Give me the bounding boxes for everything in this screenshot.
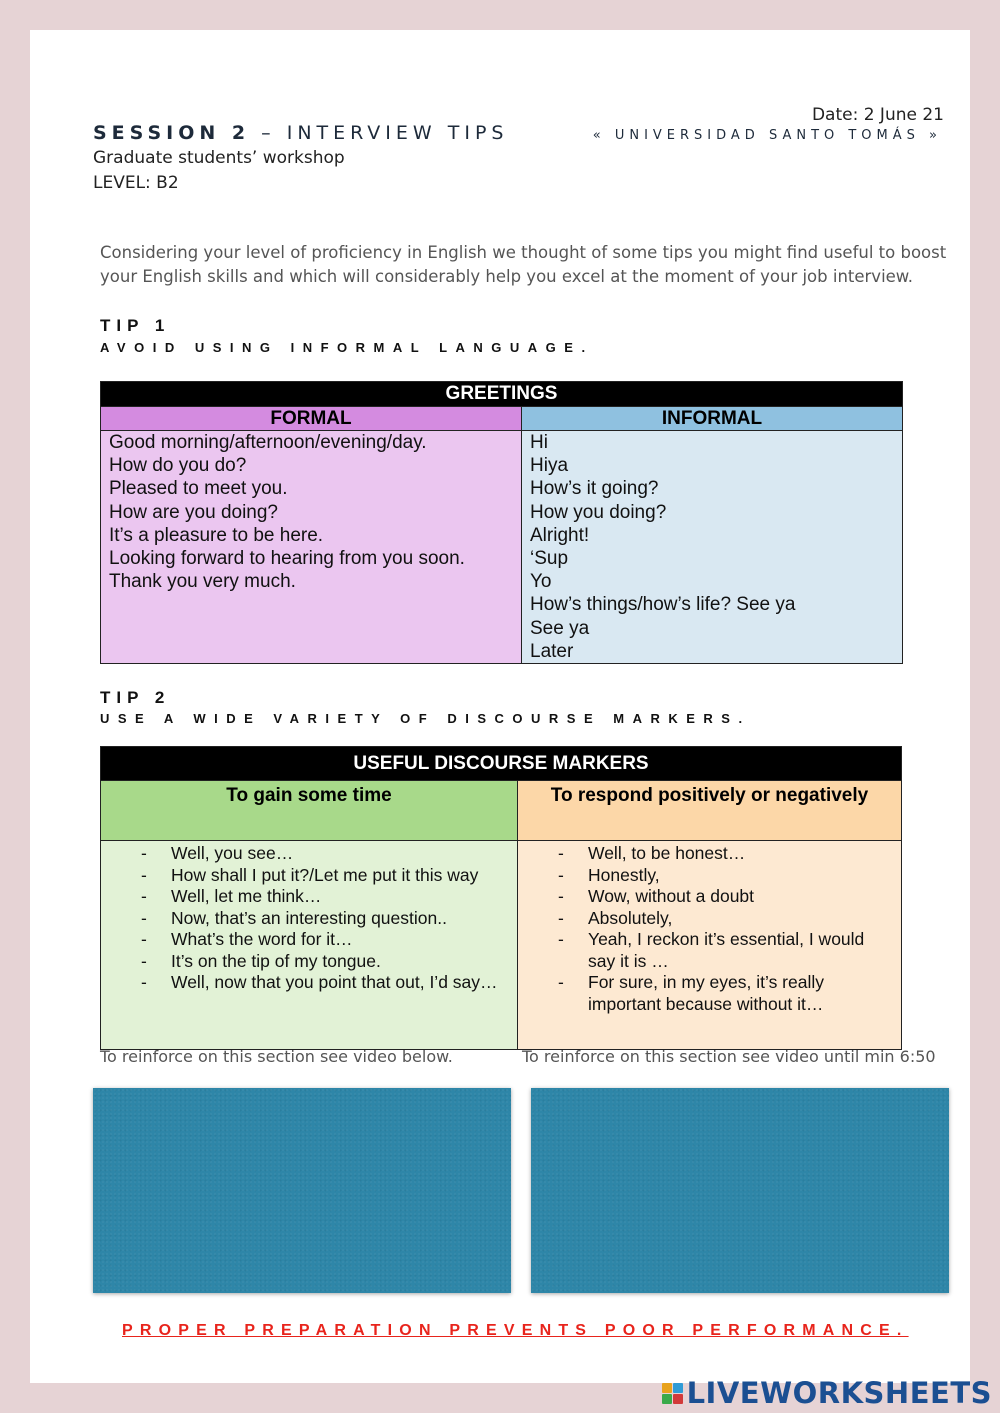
informal-column-header: INFORMAL bbox=[522, 407, 903, 431]
session-title bbox=[93, 122, 508, 144]
dash-bullet: - bbox=[558, 929, 564, 949]
tip1-title: AVOID USING INFORMAL LANGUAGE. bbox=[100, 340, 594, 355]
list-item bbox=[518, 843, 901, 865]
motto-banner: PROPER PREPARATION PREVENTS POOR PERFORMANCE. bbox=[122, 1322, 909, 1339]
dash-bullet: - bbox=[141, 950, 147, 971]
list-item bbox=[518, 865, 901, 887]
informal-item: Hiya bbox=[530, 455, 569, 477]
marker-text: How shall I put it?/Let me put it this way bbox=[171, 864, 479, 885]
list-item bbox=[101, 951, 517, 973]
video-embed-right[interactable] bbox=[531, 1088, 949, 1293]
marker-text: It’s on the tip of my tongue. bbox=[171, 950, 381, 971]
video-embed-left[interactable] bbox=[93, 1088, 511, 1293]
reinforce-left-note: To reinforce on this section see video below. bbox=[100, 1047, 453, 1066]
tip2-number: TIP 2 bbox=[100, 688, 171, 707]
gain-time-header: To gain some time bbox=[101, 781, 518, 841]
discourse-header: USEFUL DISCOURSE MARKERS bbox=[101, 747, 902, 781]
list-item bbox=[518, 929, 901, 972]
informal-item: ‘Sup bbox=[530, 548, 569, 570]
informal-item: How’s things/how’s life? See ya bbox=[530, 594, 796, 616]
respond-header: To respond positively or negatively bbox=[518, 781, 902, 841]
greetings-header: GREETINGS bbox=[101, 382, 903, 407]
workshop-label: Graduate students’ workshop bbox=[93, 148, 345, 168]
informal-item: Hi bbox=[530, 432, 548, 453]
list-item bbox=[101, 865, 517, 887]
list-item bbox=[101, 843, 517, 865]
brand-name: LIVEWORKSHEETS bbox=[686, 1376, 992, 1410]
tip2-title: USE A WIDE VARIETY OF DISCOURSE MARKERS. bbox=[100, 711, 751, 726]
list-item bbox=[518, 908, 901, 930]
formal-item: Looking forward to hearing from you soon. bbox=[109, 548, 465, 570]
tip1-number: TIP 1 bbox=[100, 316, 171, 335]
liveworksheets-brand[interactable] bbox=[662, 1376, 992, 1410]
list-item bbox=[518, 886, 901, 908]
marker-text: Yeah, I reckon it’s essential, I would say it is … bbox=[588, 929, 865, 971]
informal-item: Alright! bbox=[530, 524, 590, 546]
formal-item: Pleased to meet you. bbox=[109, 478, 288, 500]
marker-text: Now, that’s an interesting question.. bbox=[171, 907, 447, 928]
informal-item: Yo bbox=[530, 571, 552, 593]
worksheet-page bbox=[30, 30, 970, 1383]
session-number: SESSION 2 bbox=[93, 122, 251, 144]
informal-item: How’s it going? bbox=[530, 478, 659, 500]
marker-text: Well, to be honest… bbox=[588, 843, 746, 863]
greetings-table bbox=[100, 381, 903, 664]
list-item bbox=[101, 929, 517, 951]
dash-bullet: - bbox=[558, 907, 564, 928]
liveworksheets-logo-icon bbox=[662, 1383, 683, 1404]
dash-bullet: - bbox=[141, 929, 147, 949]
formal-column-header: FORMAL bbox=[101, 407, 522, 431]
marker-text: Well, you see… bbox=[171, 843, 294, 863]
dash-bullet: - bbox=[141, 972, 147, 992]
informal-list bbox=[522, 431, 903, 664]
dash-bullet: - bbox=[558, 864, 564, 885]
marker-text: For sure, in my eyes, it’s really important because without it… bbox=[588, 972, 824, 1014]
formal-item: It’s a pleasure to be here. bbox=[109, 524, 324, 546]
informal-item: See ya bbox=[530, 617, 590, 639]
dash-bullet: - bbox=[141, 843, 147, 863]
gain-time-list bbox=[101, 841, 518, 1050]
formal-item: How do you do? bbox=[109, 455, 247, 477]
formal-list bbox=[101, 431, 522, 664]
list-item bbox=[101, 908, 517, 930]
dash-bullet: - bbox=[141, 907, 147, 928]
marker-text: What’s the word for it… bbox=[171, 929, 353, 949]
dash-bullet: - bbox=[558, 972, 564, 992]
dash-bullet: - bbox=[558, 886, 564, 906]
marker-text: Honestly, bbox=[588, 864, 660, 885]
level-label: LEVEL: B2 bbox=[93, 173, 179, 193]
marker-text: Wow, without a doubt bbox=[588, 886, 755, 906]
dash-bullet: - bbox=[141, 886, 147, 906]
marker-text: Well, let me think… bbox=[171, 886, 322, 906]
list-item bbox=[101, 972, 517, 994]
respond-list bbox=[518, 841, 902, 1050]
intro-paragraph: Considering your level of proficiency in English we thought of some tips you might find useful to boost your English skills and which will considerably help you excel at the moment of your job interview. bbox=[100, 243, 947, 286]
session-topic: – INTERVIEW TIPS bbox=[250, 122, 509, 144]
university-name: « UNIVERSIDAD SANTO TOMÁS » bbox=[592, 128, 942, 143]
marker-text: Well, now that you point that out, I’d say… bbox=[171, 972, 498, 992]
formal-item: Good morning/afternoon/evening/day. bbox=[109, 432, 427, 453]
discourse-markers-table bbox=[100, 746, 902, 1050]
dash-bullet: - bbox=[558, 843, 564, 863]
informal-item: How you doing? bbox=[530, 501, 667, 523]
marker-text: Absolutely, bbox=[588, 907, 673, 928]
date-label: Date: 2 June 21 bbox=[811, 105, 944, 125]
reinforce-right-note: To reinforce on this section see video until min 6:50 bbox=[522, 1047, 936, 1066]
list-item bbox=[101, 886, 517, 908]
list-item bbox=[518, 972, 901, 1015]
informal-item: Later bbox=[530, 640, 574, 662]
formal-item: Thank you very much. bbox=[109, 571, 296, 593]
dash-bullet: - bbox=[141, 864, 147, 885]
formal-item: How are you doing? bbox=[109, 501, 278, 523]
